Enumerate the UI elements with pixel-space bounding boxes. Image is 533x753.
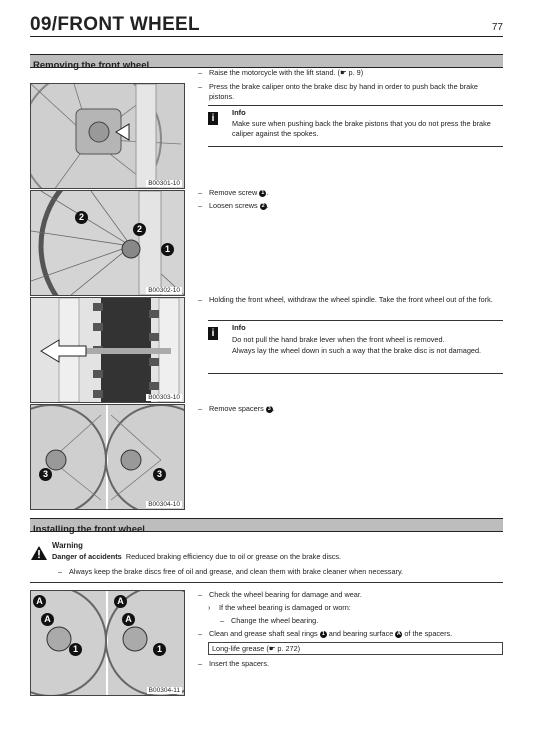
header-rule: [30, 36, 503, 37]
photo-id: B00304-11: [148, 687, 180, 694]
step-change-bearing: – Change the wheel bearing.: [220, 616, 319, 625]
warning-text: Danger of accidents Reduced braking efficiency due to oil or grease on the brake discs.: [52, 552, 342, 561]
warning-bullet: – Always keep the brake discs free of oil and grease, and clean them with brake cleaner when necessary.: [58, 567, 404, 576]
photo-spacers: [30, 404, 185, 510]
callout-a: A: [41, 613, 54, 626]
callout-1: 1: [161, 243, 174, 256]
section-bar-installing: [30, 518, 503, 535]
page-number: 77: [491, 22, 503, 33]
step-withdraw-spindle: – Holding the front wheel, withdraw the wheel spindle. Take the front wheel out of the fork.: [198, 295, 493, 304]
step-raise: – Raise the motorcycle with the lift stand. (☛ p. 9): [198, 68, 364, 77]
info-text: Always lay the wheel down in such a way that the brake disc is not damaged.: [232, 346, 482, 355]
step-insert-spacers: – Insert the spacers.: [198, 659, 270, 668]
callout-1: 1: [321, 630, 325, 637]
step-remove-spacers: – Remove spacers 3 .: [198, 404, 275, 413]
section-title-removing: Removing the front wheel: [33, 60, 150, 71]
info-text: Make sure when pushing back the brake pistons that you do not press the brake caliper against the spokes.: [232, 119, 491, 138]
info-title: Info: [232, 323, 246, 332]
info-icon: i: [208, 112, 218, 125]
step-remove-screw: – Remove screw 1 .: [198, 188, 269, 197]
callout-3: 3: [153, 468, 166, 481]
warning-label: Danger of accidents: [52, 552, 122, 561]
photo-id: B00302-10: [148, 287, 180, 294]
grease-spec-box: Long-life grease (☛ p. 272): [208, 642, 503, 655]
callout-3: 3: [39, 468, 52, 481]
callout-1: 1: [261, 189, 265, 196]
callout-2: 2: [261, 202, 265, 209]
step-check-bearing: – Check the wheel bearing for damage and wear.: [198, 590, 362, 599]
callout-2: 2: [75, 211, 88, 224]
info-box-2: [208, 320, 503, 374]
section-bar-removing: [30, 54, 503, 71]
info-title: Info: [232, 108, 246, 117]
photo-id: B00303-10: [148, 394, 180, 401]
callout-a: A: [122, 613, 135, 626]
step-press-caliper: – Press the brake caliper onto the brake disc by hand in order to push back the brake pistons.: [198, 82, 478, 101]
step-if-damaged: › If the wheel bearing is damaged or worn:: [208, 603, 351, 612]
photo-fork-screws: [30, 190, 185, 296]
callout-2: 2: [133, 223, 146, 236]
info-box-1: [208, 105, 503, 147]
photo-wheel-spindle: [30, 297, 185, 403]
step-loosen-screws: – Loosen screws 2 .: [198, 201, 269, 210]
callout-a: A: [114, 595, 127, 608]
page-title: 09/FRONT WHEEL: [30, 14, 200, 35]
section-title-installing: Installing the front wheel: [33, 524, 145, 535]
photo-id: B00301-10: [148, 180, 180, 187]
callout-a: A: [33, 595, 46, 608]
warning-title: Warning: [52, 541, 83, 550]
photo-shaft-seal-rings: [30, 590, 185, 696]
info-text: Do not pull the hand brake lever when the front wheel is removed.: [232, 335, 445, 344]
callout-a: A: [396, 630, 401, 637]
info-icon: i: [208, 327, 218, 340]
photo-brake-caliper: [30, 83, 185, 189]
step-clean-grease: – Clean and grease shaft seal rings 1 and bearing surface A of the spacers.: [198, 629, 453, 638]
callout-3: 3: [267, 405, 271, 412]
warning-rule: [30, 582, 503, 583]
warning-icon: [30, 545, 48, 566]
photo-id: B00304-10: [148, 501, 180, 508]
callout-1: 1: [69, 643, 82, 656]
callout-1: 1: [153, 643, 166, 656]
